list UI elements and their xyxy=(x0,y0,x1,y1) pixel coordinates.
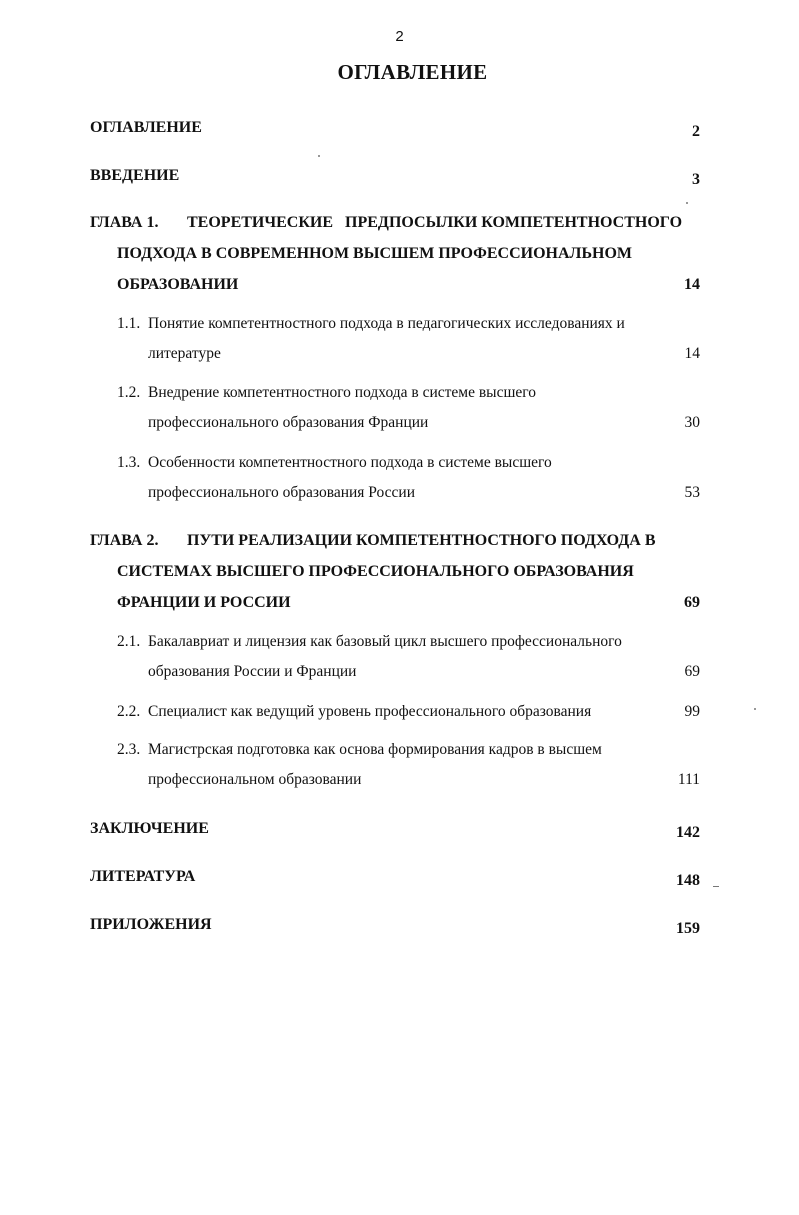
section-title-part: Бакалавриат и лицензия как базовый цикл высшего профессионального xyxy=(148,633,622,650)
toc-entry-conclusion[interactable] xyxy=(90,820,700,842)
section-title-part: Специалист как ведущий уровень профессионального образования xyxy=(148,703,592,720)
toc-entry-page: 69 xyxy=(684,663,700,680)
toc-section-2-2[interactable] xyxy=(117,697,700,727)
chapter-line-1 xyxy=(90,525,700,556)
toc-entry-page: 14 xyxy=(684,276,700,293)
section-label: 1.3. xyxy=(117,454,141,471)
section-title-part: Понятие компетентностного подхода в педагогических исследованиях и xyxy=(148,315,625,332)
section-title-part: Особенности компетентностного подхода в системе высшего xyxy=(148,454,552,471)
toc-section-2-3[interactable] xyxy=(117,735,700,795)
toc-chapter-1[interactable] xyxy=(90,207,700,300)
section-line-1 xyxy=(117,627,700,657)
chapter-title-part: ТЕОРЕТИЧЕСКИЕ ПРЕДПОСЫЛКИ КОМПЕТЕНТНОСТНОГО xyxy=(187,214,683,231)
toc-entry-title: ЛИТЕРАТУРА xyxy=(90,868,196,885)
section-line-1 xyxy=(117,697,700,727)
section-line-1 xyxy=(117,378,700,408)
toc-entry-page: 14 xyxy=(684,345,700,362)
toc-entry-page: 30 xyxy=(684,414,700,431)
toc-entry-literature[interactable] xyxy=(90,868,700,890)
section-label: 2.1. xyxy=(117,633,141,650)
toc-entry-title: ЗАКЛЮЧЕНИЕ xyxy=(90,820,209,837)
scan-speck xyxy=(318,155,320,157)
scan-speck xyxy=(686,202,688,204)
toc-title: ОГЛАВЛЕНИЕ xyxy=(337,60,488,84)
section-line-2: литературе xyxy=(148,345,221,362)
toc-section-1-1[interactable] xyxy=(117,309,700,369)
section-label: 2.3. xyxy=(117,741,141,758)
section-line-2: профессионального образования России xyxy=(148,484,416,501)
toc-entry-appendices[interactable] xyxy=(90,916,700,938)
toc-section-2-1[interactable] xyxy=(117,627,700,687)
toc-entry-page: 69 xyxy=(684,594,700,611)
toc-entry-contents[interactable] xyxy=(90,119,700,141)
toc-entry-page: 99 xyxy=(684,703,700,720)
section-line-2: профессионального образования Франции xyxy=(148,414,429,431)
toc-chapter-2[interactable] xyxy=(90,525,700,618)
section-line-2: образования России и Франции xyxy=(148,663,357,680)
section-label: 2.2. xyxy=(117,703,141,720)
chapter-line-3: ФРАНЦИИ И РОССИИ xyxy=(117,594,291,611)
chapter-line-3: ОБРАЗОВАНИИ xyxy=(117,276,239,293)
chapter-label: ГЛАВА 2. xyxy=(90,532,159,549)
toc-entry-title: ПРИЛОЖЕНИЯ xyxy=(90,916,212,933)
chapter-title-part: ПУТИ РЕАЛИЗАЦИИ КОМПЕТЕНТНОСТНОГО ПОДХОДА В xyxy=(187,532,656,549)
toc-entry-page: 142 xyxy=(676,824,700,841)
section-title-part: Магистрская подготовка как основа формирования кадров в высшем xyxy=(148,741,602,758)
chapter-line-1 xyxy=(90,207,700,238)
toc-entry-page: 111 xyxy=(677,771,700,788)
toc-entry-page: 3 xyxy=(692,171,700,188)
chapter-line-2: СИСТЕМАХ ВЫСШЕГО ПРОФЕССИОНАЛЬНОГО ОБРАЗОВАНИЯ xyxy=(117,563,634,580)
chapter-line-2: ПОДХОДА В СОВРЕМЕННОМ ВЫСШЕМ ПРОФЕССИОНАЛЬНОМ xyxy=(117,245,633,262)
toc-entry-title: ОГЛАВЛЕНИЕ xyxy=(90,119,202,136)
chapter-label: ГЛАВА 1. xyxy=(90,214,159,231)
scan-speck xyxy=(754,708,756,710)
toc-section-1-2[interactable] xyxy=(117,378,700,438)
section-line-2: профессиональном образовании xyxy=(148,771,362,788)
toc-entry-page: 148 xyxy=(676,872,700,889)
section-line-1 xyxy=(117,735,700,765)
scan-speck xyxy=(713,886,719,887)
section-label: 1.2. xyxy=(117,384,141,401)
toc-entry-title: ВВЕДЕНИЕ xyxy=(90,167,180,184)
toc-entry-page: 2 xyxy=(692,123,700,140)
section-line-1 xyxy=(117,309,700,339)
toc-section-1-3[interactable] xyxy=(117,448,700,508)
page-number: 2 xyxy=(395,28,404,45)
section-line-1 xyxy=(117,448,700,478)
toc-entry-page: 159 xyxy=(676,920,700,937)
section-label: 1.1. xyxy=(117,315,141,332)
section-title-part: Внедрение компетентностного подхода в системе высшего xyxy=(148,384,536,401)
toc-entry-page: 53 xyxy=(684,484,700,501)
toc-entry-intro[interactable] xyxy=(90,167,700,189)
